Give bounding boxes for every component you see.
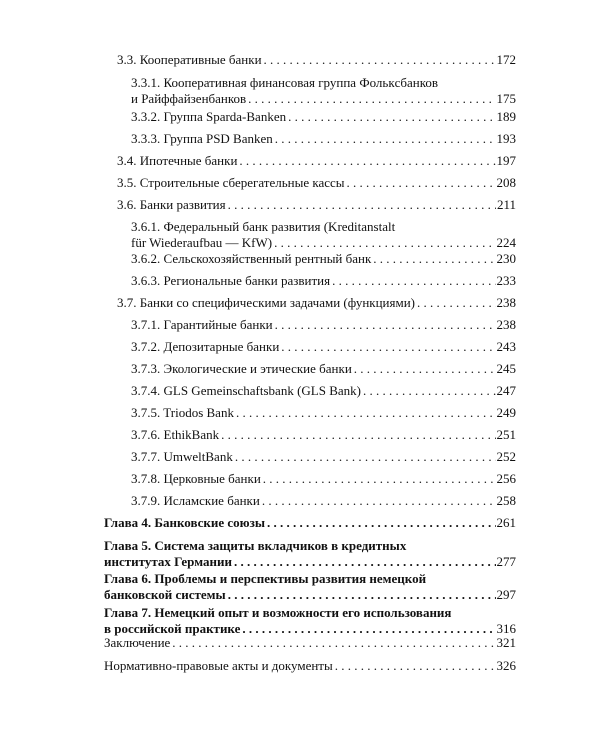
toc-entry-page: 175 — [496, 91, 516, 106]
toc-entry[interactable] — [131, 273, 516, 289]
toc-entry-page: 258 — [496, 493, 516, 508]
toc-entry[interactable] — [131, 361, 516, 377]
toc-entry-title: Глава 4. Банковские союзы — [104, 515, 265, 530]
dot-leader — [228, 587, 496, 603]
toc-entry[interactable] — [117, 197, 516, 213]
toc-entry-page: 251 — [496, 427, 516, 442]
toc-entry[interactable] — [131, 383, 516, 399]
toc-entry[interactable] — [104, 635, 516, 651]
toc-chapter[interactable] — [104, 571, 516, 603]
toc-entry-title-continued: в российской практике — [104, 621, 241, 636]
toc-entry-title: 3.6.1. Федеральный банк развития (Kreditanstalt — [131, 219, 396, 234]
dot-leader — [267, 515, 496, 531]
toc-entry-page: 238 — [496, 295, 516, 310]
toc-entry-page: 261 — [496, 515, 516, 530]
toc-entry[interactable] — [131, 405, 516, 421]
toc-entry-title: Глава 6. Проблемы и перспективы развития немецкой — [104, 571, 427, 586]
toc-entry-page: 297 — [496, 587, 516, 602]
toc-entry-page: 172 — [496, 52, 516, 67]
toc-entry-title: 3.7.3. Экологические и этические банки — [131, 361, 352, 376]
toc-entry-title: Нормативно-правовые акты и документы — [104, 658, 333, 673]
toc-entry-page: 316 — [496, 621, 516, 636]
toc-entry-title: 3.7.6. EthikBank — [131, 427, 220, 442]
toc-entry-page: 233 — [496, 273, 516, 288]
toc-entry-title: 3.5. Строительные сберегательные кассы — [117, 175, 345, 190]
dot-leader — [275, 131, 496, 147]
dot-leader — [228, 197, 496, 213]
toc-entry-page: 211 — [496, 197, 516, 212]
toc-entry-page: 189 — [496, 109, 516, 124]
toc-entry-page: 277 — [496, 554, 516, 569]
toc-entry-title-continued: für Wiederaufbau — KfW) — [131, 235, 273, 250]
toc-entry-title: 3.6. Банки развития — [117, 197, 226, 212]
toc-entry[interactable] — [131, 317, 516, 333]
toc-entry[interactable] — [117, 153, 516, 169]
toc-chapter[interactable] — [104, 538, 516, 570]
toc-entry-title: 3.3. Кооперативные банки — [117, 52, 262, 67]
toc-entry[interactable] — [131, 471, 516, 487]
toc-entry-title: 3.3.2. Группа Sparda-Banken — [131, 109, 287, 124]
toc-entry-title: 3.4. Ипотечные банки — [117, 153, 238, 168]
toc-entry-title-continued: и Райффайзенбанков — [131, 91, 247, 106]
toc-entry-page: 208 — [496, 175, 516, 190]
dot-leader — [274, 235, 495, 251]
dot-leader — [288, 109, 495, 125]
toc-entry[interactable] — [131, 219, 516, 251]
toc-entry[interactable] — [117, 295, 516, 311]
dot-leader — [221, 427, 495, 443]
dot-leader — [172, 635, 495, 651]
toc-entry-title: 3.3.3. Группа PSD Banken — [131, 131, 273, 146]
toc-entry-title: 3.6.2. Сельскохозяйственный рентный банк — [131, 251, 372, 266]
toc-entry-title: 3.7.9. Исламские банки — [131, 493, 260, 508]
toc-entry-title: 3.7.7. UmweltBank — [131, 449, 233, 464]
toc-entry[interactable] — [131, 427, 516, 443]
dot-leader — [263, 471, 496, 487]
dot-leader — [373, 251, 495, 267]
dot-leader — [354, 361, 496, 377]
toc-entry[interactable] — [117, 52, 516, 68]
toc-entry[interactable] — [131, 493, 516, 509]
toc-entry-title: 3.3.1. Кооперативная финансовая группа Фолькcбанков — [131, 75, 439, 90]
toc-entry-title: 3.7.1. Гарантийные банки — [131, 317, 273, 332]
toc-entry-page: 247 — [496, 383, 516, 398]
toc-entry-title: 3.7.5. Triodos Bank — [131, 405, 234, 420]
toc-entry-title-continued: институтах Германии — [104, 554, 232, 569]
toc-entry-page: 193 — [496, 131, 516, 146]
toc-entry-page: 224 — [496, 235, 516, 250]
toc-entry-page: 238 — [496, 317, 516, 332]
toc-entry-page: 197 — [496, 153, 516, 168]
toc-entry-title: 3.7.8. Церковные банки — [131, 471, 261, 486]
toc-chapter[interactable] — [104, 515, 516, 531]
toc-entry-title: 3.7.2. Депозитарные банки — [131, 339, 280, 354]
toc-entry-title: 3.6.3. Региональные банки развития — [131, 273, 331, 288]
toc-entry-title-continued: банковской системы — [104, 587, 226, 602]
dot-leader — [347, 175, 496, 191]
toc-entry-title: Заключение — [104, 635, 171, 650]
toc-entry[interactable] — [131, 131, 516, 147]
dot-leader — [262, 493, 496, 509]
toc-entry-title: 3.7.4. GLS Gemeinschaftsbank (GLS Bank) — [131, 383, 361, 398]
toc-entry-page: 321 — [496, 635, 516, 650]
toc-entry-page: 245 — [496, 361, 516, 376]
dot-leader — [417, 295, 495, 311]
toc-entry-title: 3.7. Банки со специфическими задачами (функциями) — [117, 295, 416, 310]
dot-leader — [235, 449, 496, 465]
dot-leader — [248, 91, 495, 107]
toc-entry-page: 249 — [496, 405, 516, 420]
toc-entry-title: Глава 5. Система защиты вкладчиков в кредитных — [104, 538, 407, 553]
toc-entry[interactable] — [117, 175, 516, 191]
toc-entry-page: 326 — [496, 658, 516, 673]
dot-leader — [275, 317, 496, 333]
toc-entry[interactable] — [104, 658, 516, 674]
toc-entry[interactable] — [131, 449, 516, 465]
dot-leader — [264, 52, 496, 68]
toc-entry[interactable] — [131, 339, 516, 355]
toc-entry-page: 243 — [496, 339, 516, 354]
toc-entry-title: Глава 7. Немецкий опыт и возможности его использования — [104, 605, 452, 620]
toc-entry[interactable] — [131, 109, 516, 125]
toc-chapter[interactable] — [104, 605, 516, 637]
toc-entry[interactable] — [131, 251, 516, 267]
toc-entry-page: 256 — [496, 471, 516, 486]
dot-leader — [335, 658, 496, 674]
dot-leader — [234, 554, 496, 570]
dot-leader — [281, 339, 495, 355]
dot-leader — [239, 153, 495, 169]
dot-leader — [332, 273, 495, 289]
toc-entry[interactable] — [131, 75, 516, 107]
dot-leader — [363, 383, 496, 399]
toc-entry-page: 252 — [496, 449, 516, 464]
toc-entry-page: 230 — [496, 251, 516, 266]
dot-leader — [236, 405, 496, 421]
